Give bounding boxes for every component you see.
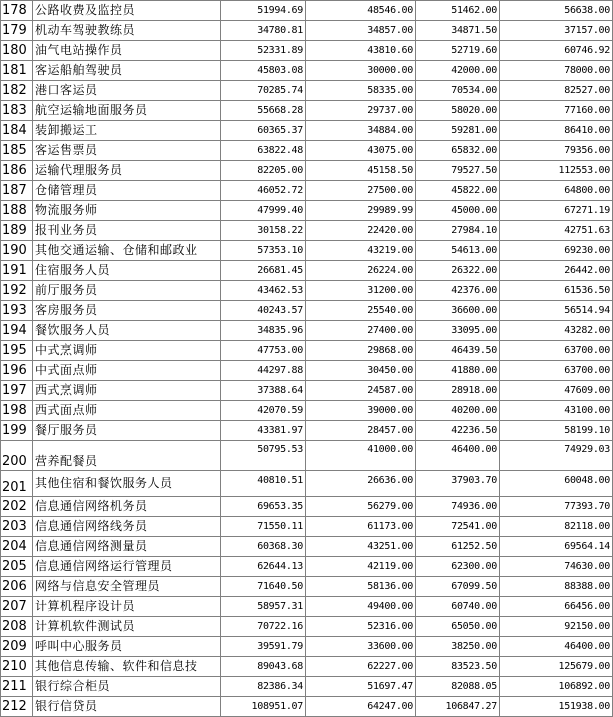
value-cell-3: 59281.00 <box>416 121 500 141</box>
value-cell-2: 56279.00 <box>306 497 416 517</box>
salary-table-body <box>1 1 613 717</box>
row-number-cell: 197 <box>1 381 33 401</box>
occupation-name-cell: 其他住宿和餐饮服务人员 <box>33 471 221 497</box>
value-cell-3: 61252.50 <box>416 537 500 557</box>
value-cell-1: 34780.81 <box>221 21 306 41</box>
value-cell-3: 33095.00 <box>416 321 500 341</box>
row-number-cell: 193 <box>1 301 33 321</box>
value-cell-4: 60048.00 <box>500 471 613 497</box>
table-row <box>1 281 613 301</box>
row-number-cell: 182 <box>1 81 33 101</box>
value-cell-4: 74630.00 <box>500 557 613 577</box>
value-cell-3: 34871.50 <box>416 21 500 41</box>
value-cell-3: 83523.50 <box>416 657 500 677</box>
table-row <box>1 61 613 81</box>
row-number-cell: 207 <box>1 597 33 617</box>
table-row <box>1 657 613 677</box>
table-row <box>1 41 613 61</box>
value-cell-4: 67271.19 <box>500 201 613 221</box>
row-number-cell: 198 <box>1 401 33 421</box>
value-cell-1: 39591.79 <box>221 637 306 657</box>
table-row <box>1 321 613 341</box>
row-number-cell: 196 <box>1 361 33 381</box>
row-number-cell: 179 <box>1 21 33 41</box>
row-number-cell: 202 <box>1 497 33 517</box>
value-cell-2: 28457.00 <box>306 421 416 441</box>
occupation-name-cell: 中式面点师 <box>33 361 221 381</box>
value-cell-3: 42376.00 <box>416 281 500 301</box>
value-cell-4: 112553.00 <box>500 161 613 181</box>
row-number-cell: 199 <box>1 421 33 441</box>
value-cell-4: 63700.00 <box>500 341 613 361</box>
row-number-cell: 204 <box>1 537 33 557</box>
value-cell-3: 82088.05 <box>416 677 500 697</box>
table-row <box>1 557 613 577</box>
occupation-name-cell: 中式烹调师 <box>33 341 221 361</box>
occupation-name-cell: 餐饮服务人员 <box>33 321 221 341</box>
value-cell-4: 56638.00 <box>500 1 613 21</box>
value-cell-3: 40200.00 <box>416 401 500 421</box>
value-cell-4: 43100.00 <box>500 401 613 421</box>
value-cell-3: 106847.27 <box>416 697 500 717</box>
value-cell-3: 67099.50 <box>416 577 500 597</box>
table-row <box>1 101 613 121</box>
value-cell-4: 106892.00 <box>500 677 613 697</box>
value-cell-2: 64247.00 <box>306 697 416 717</box>
value-cell-4: 58199.10 <box>500 421 613 441</box>
occupation-name-cell: 信息通信网络线务员 <box>33 517 221 537</box>
value-cell-2: 43075.00 <box>306 141 416 161</box>
value-cell-1: 43381.97 <box>221 421 306 441</box>
occupation-name-cell: 信息通信网络运行管理员 <box>33 557 221 577</box>
value-cell-2: 27500.00 <box>306 181 416 201</box>
value-cell-2: 22420.00 <box>306 221 416 241</box>
occupation-name-cell: 呼叫中心服务员 <box>33 637 221 657</box>
value-cell-1: 58957.31 <box>221 597 306 617</box>
occupation-name-cell: 机动车驾驶教练员 <box>33 21 221 41</box>
value-cell-2: 26636.00 <box>306 471 416 497</box>
table-row <box>1 577 613 597</box>
value-cell-3: 26322.00 <box>416 261 500 281</box>
occupation-name-cell: 报刊业务员 <box>33 221 221 241</box>
value-cell-4: 88388.00 <box>500 577 613 597</box>
value-cell-3: 65050.00 <box>416 617 500 637</box>
table-row <box>1 301 613 321</box>
row-number-cell: 212 <box>1 697 33 717</box>
value-cell-4: 43282.00 <box>500 321 613 341</box>
value-cell-3: 27984.10 <box>416 221 500 241</box>
value-cell-4: 60746.92 <box>500 41 613 61</box>
value-cell-4: 92150.00 <box>500 617 613 637</box>
row-number-cell: 178 <box>1 1 33 21</box>
occupation-name-cell: 物流服务师 <box>33 201 221 221</box>
row-number-cell: 200 <box>1 441 33 471</box>
value-cell-3: 79527.50 <box>416 161 500 181</box>
occupation-name-cell: 前厅服务员 <box>33 281 221 301</box>
occupation-name-cell: 仓储管理员 <box>33 181 221 201</box>
value-cell-4: 61536.50 <box>500 281 613 301</box>
value-cell-1: 82205.00 <box>221 161 306 181</box>
occupation-name-cell: 西式面点师 <box>33 401 221 421</box>
row-number-cell: 203 <box>1 517 33 537</box>
value-cell-3: 45822.00 <box>416 181 500 201</box>
value-cell-3: 51462.00 <box>416 1 500 21</box>
value-cell-4: 69564.14 <box>500 537 613 557</box>
value-cell-3: 58020.00 <box>416 101 500 121</box>
value-cell-4: 125679.00 <box>500 657 613 677</box>
value-cell-3: 42236.50 <box>416 421 500 441</box>
value-cell-3: 65832.00 <box>416 141 500 161</box>
occupation-name-cell: 客房服务员 <box>33 301 221 321</box>
value-cell-3: 46400.00 <box>416 441 500 471</box>
table-row <box>1 697 613 717</box>
value-cell-4: 78000.00 <box>500 61 613 81</box>
value-cell-2: 31200.00 <box>306 281 416 301</box>
value-cell-2: 48546.00 <box>306 1 416 21</box>
value-cell-1: 71550.11 <box>221 517 306 537</box>
table-row <box>1 161 613 181</box>
value-cell-1: 60365.37 <box>221 121 306 141</box>
value-cell-2: 25540.00 <box>306 301 416 321</box>
occupation-name-cell: 港口客运员 <box>33 81 221 101</box>
value-cell-1: 30158.22 <box>221 221 306 241</box>
value-cell-4: 26442.00 <box>500 261 613 281</box>
value-cell-1: 26681.45 <box>221 261 306 281</box>
value-cell-2: 26224.00 <box>306 261 416 281</box>
table-row <box>1 381 613 401</box>
occupation-name-cell: 住宿服务人员 <box>33 261 221 281</box>
value-cell-1: 50795.53 <box>221 441 306 471</box>
occupation-name-cell: 银行综合柜员 <box>33 677 221 697</box>
value-cell-2: 41000.00 <box>306 441 416 471</box>
table-row <box>1 121 613 141</box>
value-cell-1: 42070.59 <box>221 401 306 421</box>
value-cell-4: 46400.00 <box>500 637 613 657</box>
value-cell-1: 46052.72 <box>221 181 306 201</box>
value-cell-3: 52719.60 <box>416 41 500 61</box>
value-cell-1: 44297.88 <box>221 361 306 381</box>
value-cell-3: 46439.50 <box>416 341 500 361</box>
table-row <box>1 21 613 41</box>
value-cell-4: 66456.00 <box>500 597 613 617</box>
table-row <box>1 241 613 261</box>
value-cell-4: 42751.63 <box>500 221 613 241</box>
occupation-name-cell: 西式烹调师 <box>33 381 221 401</box>
occupation-name-cell: 计算机程序设计员 <box>33 597 221 617</box>
value-cell-3: 38250.00 <box>416 637 500 657</box>
occupation-name-cell: 油气电站操作员 <box>33 41 221 61</box>
value-cell-2: 62227.00 <box>306 657 416 677</box>
value-cell-3: 74936.00 <box>416 497 500 517</box>
value-cell-2: 30450.00 <box>306 361 416 381</box>
value-cell-4: 56514.94 <box>500 301 613 321</box>
value-cell-4: 77160.00 <box>500 101 613 121</box>
value-cell-3: 28918.00 <box>416 381 500 401</box>
value-cell-2: 29868.00 <box>306 341 416 361</box>
value-cell-1: 43462.53 <box>221 281 306 301</box>
occupation-name-cell: 其他交通运输、仓储和邮政业 <box>33 241 221 261</box>
value-cell-1: 60368.30 <box>221 537 306 557</box>
table-row <box>1 517 613 537</box>
value-cell-1: 52331.89 <box>221 41 306 61</box>
value-cell-2: 33600.00 <box>306 637 416 657</box>
value-cell-4: 69230.00 <box>500 241 613 261</box>
table-row <box>1 141 613 161</box>
value-cell-2: 43810.60 <box>306 41 416 61</box>
value-cell-2: 29989.99 <box>306 201 416 221</box>
value-cell-1: 55668.28 <box>221 101 306 121</box>
row-number-cell: 201 <box>1 471 33 497</box>
occupation-name-cell: 运输代理服务员 <box>33 161 221 181</box>
value-cell-2: 58335.00 <box>306 81 416 101</box>
value-cell-1: 71640.50 <box>221 577 306 597</box>
value-cell-1: 37388.64 <box>221 381 306 401</box>
value-cell-3: 37903.70 <box>416 471 500 497</box>
value-cell-2: 45158.50 <box>306 161 416 181</box>
value-cell-2: 29737.00 <box>306 101 416 121</box>
table-row <box>1 617 613 637</box>
table-row <box>1 597 613 617</box>
value-cell-4: 151938.00 <box>500 697 613 717</box>
table-row <box>1 471 613 497</box>
value-cell-3: 62300.00 <box>416 557 500 577</box>
row-number-cell: 181 <box>1 61 33 81</box>
value-cell-1: 57353.10 <box>221 241 306 261</box>
occupation-name-cell: 计算机软件测试员 <box>33 617 221 637</box>
value-cell-4: 82118.00 <box>500 517 613 537</box>
row-number-cell: 187 <box>1 181 33 201</box>
value-cell-4: 64800.00 <box>500 181 613 201</box>
occupation-name-cell: 信息通信网络机务员 <box>33 497 221 517</box>
occupation-name-cell: 装卸搬运工 <box>33 121 221 141</box>
value-cell-1: 70285.74 <box>221 81 306 101</box>
row-number-cell: 188 <box>1 201 33 221</box>
row-number-cell: 208 <box>1 617 33 637</box>
table-row <box>1 361 613 381</box>
value-cell-2: 43251.00 <box>306 537 416 557</box>
occupation-name-cell: 餐厅服务员 <box>33 421 221 441</box>
table-row <box>1 341 613 361</box>
value-cell-2: 24587.00 <box>306 381 416 401</box>
value-cell-4: 63700.00 <box>500 361 613 381</box>
value-cell-3: 45000.00 <box>416 201 500 221</box>
table-row <box>1 221 613 241</box>
value-cell-1: 34835.96 <box>221 321 306 341</box>
table-row <box>1 1 613 21</box>
value-cell-2: 58136.00 <box>306 577 416 597</box>
value-cell-2: 34857.00 <box>306 21 416 41</box>
row-number-cell: 209 <box>1 637 33 657</box>
value-cell-1: 62644.13 <box>221 557 306 577</box>
occupation-name-cell: 营养配餐员 <box>33 441 221 471</box>
table-row <box>1 497 613 517</box>
value-cell-2: 43219.00 <box>306 241 416 261</box>
value-cell-1: 89043.68 <box>221 657 306 677</box>
value-cell-1: 69653.35 <box>221 497 306 517</box>
value-cell-2: 51697.47 <box>306 677 416 697</box>
occupation-name-cell: 银行信贷员 <box>33 697 221 717</box>
value-cell-2: 39000.00 <box>306 401 416 421</box>
value-cell-2: 30000.00 <box>306 61 416 81</box>
table-row <box>1 677 613 697</box>
value-cell-1: 40243.57 <box>221 301 306 321</box>
occupation-name-cell: 信息通信网络测量员 <box>33 537 221 557</box>
occupation-name-cell: 网络与信息安全管理员 <box>33 577 221 597</box>
row-number-cell: 189 <box>1 221 33 241</box>
table-row <box>1 637 613 657</box>
value-cell-3: 54613.00 <box>416 241 500 261</box>
table-row <box>1 421 613 441</box>
row-number-cell: 195 <box>1 341 33 361</box>
value-cell-4: 77393.70 <box>500 497 613 517</box>
table-row <box>1 181 613 201</box>
occupation-name-cell: 客运售票员 <box>33 141 221 161</box>
value-cell-4: 74929.03 <box>500 441 613 471</box>
value-cell-1: 63822.48 <box>221 141 306 161</box>
value-cell-1: 45803.08 <box>221 61 306 81</box>
occupation-name-cell: 公路收费及监控员 <box>33 1 221 21</box>
table-row <box>1 401 613 421</box>
value-cell-3: 70534.00 <box>416 81 500 101</box>
row-number-cell: 191 <box>1 261 33 281</box>
table-row <box>1 201 613 221</box>
value-cell-2: 61173.00 <box>306 517 416 537</box>
occupation-name-cell: 客运船舶驾驶员 <box>33 61 221 81</box>
row-number-cell: 206 <box>1 577 33 597</box>
row-number-cell: 186 <box>1 161 33 181</box>
row-number-cell: 184 <box>1 121 33 141</box>
value-cell-4: 37157.00 <box>500 21 613 41</box>
value-cell-2: 49400.00 <box>306 597 416 617</box>
value-cell-3: 42000.00 <box>416 61 500 81</box>
value-cell-4: 86410.00 <box>500 121 613 141</box>
row-number-cell: 192 <box>1 281 33 301</box>
value-cell-2: 42119.00 <box>306 557 416 577</box>
row-number-cell: 185 <box>1 141 33 161</box>
table-row <box>1 441 613 471</box>
value-cell-1: 82386.34 <box>221 677 306 697</box>
value-cell-2: 34884.00 <box>306 121 416 141</box>
table-row <box>1 261 613 281</box>
value-cell-1: 47753.00 <box>221 341 306 361</box>
value-cell-1: 51994.69 <box>221 1 306 21</box>
value-cell-4: 79356.00 <box>500 141 613 161</box>
row-number-cell: 183 <box>1 101 33 121</box>
row-number-cell: 180 <box>1 41 33 61</box>
row-number-cell: 194 <box>1 321 33 341</box>
table-row <box>1 81 613 101</box>
table-row <box>1 537 613 557</box>
value-cell-1: 47999.40 <box>221 201 306 221</box>
row-number-cell: 210 <box>1 657 33 677</box>
value-cell-1: 70722.16 <box>221 617 306 637</box>
value-cell-4: 47609.00 <box>500 381 613 401</box>
value-cell-4: 82527.00 <box>500 81 613 101</box>
value-cell-1: 108951.07 <box>221 697 306 717</box>
value-cell-1: 40810.51 <box>221 471 306 497</box>
value-cell-2: 52316.00 <box>306 617 416 637</box>
value-cell-3: 72541.00 <box>416 517 500 537</box>
row-number-cell: 211 <box>1 677 33 697</box>
row-number-cell: 190 <box>1 241 33 261</box>
value-cell-3: 36600.00 <box>416 301 500 321</box>
row-number-cell: 205 <box>1 557 33 577</box>
value-cell-3: 60740.00 <box>416 597 500 617</box>
occupation-name-cell: 其他信息传输、软件和信息技 <box>33 657 221 677</box>
value-cell-3: 41880.00 <box>416 361 500 381</box>
value-cell-2: 27400.00 <box>306 321 416 341</box>
occupation-name-cell: 航空运输地面服务员 <box>33 101 221 121</box>
